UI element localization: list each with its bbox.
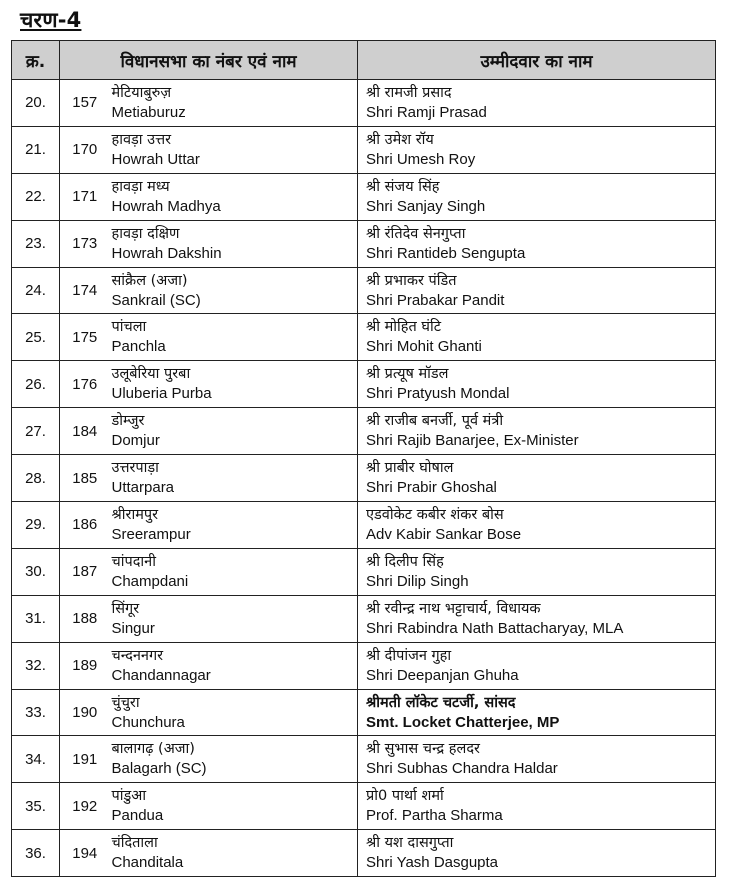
constituency-name <box>110 126 358 173</box>
candidate-name-english: Adv Kabir Sankar Bose <box>366 525 522 543</box>
table-header-row <box>12 41 716 80</box>
candidate-name <box>358 267 716 314</box>
candidate-name <box>358 548 716 595</box>
constituency-name-hindi: सांक्रैल (अजा) <box>111 272 188 289</box>
table-row <box>12 642 716 689</box>
candidate-name-hindi: श्री दीपांजन गुहा <box>366 647 452 664</box>
row-serial: 26. <box>12 361 60 408</box>
constituency-number: 188 <box>60 595 110 642</box>
constituency-name <box>110 642 358 689</box>
constituency-name <box>110 689 358 736</box>
constituency-name-hindi: सिंगूर <box>111 600 140 617</box>
constituency-name-hindi: हावड़ा उत्तर <box>111 131 172 148</box>
constituency-number: 187 <box>60 548 110 595</box>
row-serial: 30. <box>12 548 60 595</box>
candidate-name <box>358 689 716 736</box>
candidate-name-english: Shri Rabindra Nath Battacharyay, MLA <box>366 619 624 637</box>
constituency-name-hindi: श्रीरामपुर <box>111 506 159 523</box>
candidate-name <box>358 502 716 549</box>
candidate-list-table <box>11 40 716 877</box>
table-row <box>12 173 716 220</box>
constituency-name <box>110 220 358 267</box>
constituency-name-hindi: पांचला <box>111 319 147 336</box>
constituency-name-english: Uluberia Purba <box>111 385 212 403</box>
constituency-name-hindi: मेटियाबुरुज़ <box>111 84 172 101</box>
table-row <box>12 548 716 595</box>
constituency-name-hindi: बालागढ़ (अजा) <box>111 741 195 758</box>
table-row <box>12 126 716 173</box>
constituency-name <box>110 736 358 783</box>
constituency-name <box>110 548 358 595</box>
constituency-name-hindi: चन्दननगर <box>111 647 164 664</box>
constituency-number: 176 <box>60 361 110 408</box>
constituency-name <box>110 408 358 455</box>
constituency-name-english: Howrah Dakshin <box>111 244 222 262</box>
table-row <box>12 314 716 361</box>
candidate-name <box>358 126 716 173</box>
candidate-name-hindi: श्री रवीन्द्र नाथ भट्टाचार्य, विधायक <box>366 600 541 617</box>
constituency-number: 175 <box>60 314 110 361</box>
candidate-name-hindi: श्री रामजी प्रसाद <box>366 84 452 101</box>
row-serial: 35. <box>12 783 60 830</box>
constituency-name <box>110 830 358 877</box>
table-row <box>12 783 716 830</box>
constituency-name-hindi: हावड़ा मध्य <box>111 178 170 195</box>
table-row <box>12 455 716 502</box>
constituency-name <box>110 783 358 830</box>
candidate-name-english: Shri Deepanjan Ghuha <box>366 666 519 684</box>
row-serial: 33. <box>12 689 60 736</box>
candidate-name <box>358 830 716 877</box>
candidate-name <box>358 361 716 408</box>
candidate-name-hindi: एडवोकेट कबीर शंकर बोस <box>366 506 504 523</box>
candidate-name-hindi: श्री सुभास चन्द्र हलदर <box>366 741 480 758</box>
constituency-name-english: Balagarh (SC) <box>111 760 207 778</box>
table-row <box>12 830 716 877</box>
row-serial: 31. <box>12 595 60 642</box>
constituency-name <box>110 267 358 314</box>
constituency-name-english: Chandannagar <box>111 666 211 684</box>
candidate-name-hindi: श्री प्रभाकर पंडित <box>366 272 457 289</box>
constituency-name-english: Uttarpara <box>111 479 175 497</box>
candidate-name <box>358 173 716 220</box>
constituency-name <box>110 314 358 361</box>
constituency-name-english: Singur <box>111 619 155 637</box>
row-serial: 29. <box>12 502 60 549</box>
row-serial: 22. <box>12 173 60 220</box>
constituency-name-hindi: उत्तरपाड़ा <box>111 460 159 477</box>
constituency-name-english: Chunchura <box>111 713 185 731</box>
candidate-name <box>358 455 716 502</box>
constituency-name-english: Sreerampur <box>111 525 191 543</box>
candidate-name-hindi: श्री रंतिदेव सेनगुप्ता <box>366 225 466 242</box>
constituency-name <box>110 595 358 642</box>
constituency-number: 174 <box>60 267 110 314</box>
candidate-name-hindi: श्री प्रत्यूष मॉडल <box>366 366 449 383</box>
candidate-name-english: Shri Subhas Chandra Haldar <box>366 760 558 778</box>
row-serial: 32. <box>12 642 60 689</box>
constituency-name-hindi: चुंचुरा <box>111 694 140 711</box>
candidate-name-hindi: श्रीमती लॉकेट चटर्जी, सांसद <box>366 694 516 711</box>
table-row <box>12 361 716 408</box>
candidate-name-english: Shri Yash Dasgupta <box>366 854 499 872</box>
constituency-number: 190 <box>60 689 110 736</box>
constituency-number: 191 <box>60 736 110 783</box>
candidate-name-hindi: प्रो0 पार्था शर्मा <box>366 788 444 805</box>
constituency-number: 173 <box>60 220 110 267</box>
constituency-name-english: Metiaburuz <box>111 103 186 121</box>
row-serial: 34. <box>12 736 60 783</box>
constituency-number: 185 <box>60 455 110 502</box>
constituency-name-hindi: हावड़ा दक्षिण <box>111 225 180 242</box>
constituency-name-english: Chanditala <box>111 854 184 872</box>
constituency-name <box>110 361 358 408</box>
candidate-name <box>358 220 716 267</box>
candidate-name-english: Shri Umesh Roy <box>366 150 476 168</box>
candidate-name-english: Shri Rajib Banarjee, Ex-Minister <box>366 432 579 450</box>
constituency-name <box>110 173 358 220</box>
phase-title: चरण-4 <box>20 8 82 32</box>
table-row <box>12 408 716 455</box>
constituency-number: 189 <box>60 642 110 689</box>
candidate-name <box>358 314 716 361</box>
candidate-name-hindi: श्री संजय सिंह <box>366 178 440 195</box>
candidate-name <box>358 595 716 642</box>
candidate-name-english: Shri Prabir Ghoshal <box>366 479 497 497</box>
row-serial: 25. <box>12 314 60 361</box>
constituency-number: 186 <box>60 502 110 549</box>
candidate-name <box>358 80 716 127</box>
constituency-name <box>110 502 358 549</box>
row-serial: 20. <box>12 80 60 127</box>
row-serial: 21. <box>12 126 60 173</box>
candidate-name <box>358 408 716 455</box>
candidate-name-english: Shri Mohit Ghanti <box>366 338 482 356</box>
table-row <box>12 736 716 783</box>
constituency-name-english: Howrah Uttar <box>111 150 200 168</box>
candidate-name-english: Shri Rantideb Sengupta <box>366 244 526 262</box>
candidate-name-hindi: श्री मोहित घंटि <box>366 319 442 336</box>
constituency-name-english: Sankrail (SC) <box>111 291 201 309</box>
candidate-name-hindi: श्री राजीब बनर्जी, पूर्व मंत्री <box>366 413 504 430</box>
candidate-name-english: Shri Prabakar Pandit <box>366 291 505 309</box>
candidate-name <box>358 642 716 689</box>
candidate-name-english: Shri Ramji Prasad <box>366 103 487 121</box>
candidate-name-hindi: श्री दिलीप सिंह <box>366 553 444 570</box>
constituency-number: 171 <box>60 173 110 220</box>
header-candidate: उम्मीदवार का नाम <box>358 41 716 80</box>
constituency-name-english: Howrah Madhya <box>111 197 221 215</box>
candidate-name-hindi: श्री प्राबीर घोषाल <box>366 460 454 477</box>
header-constituency: विधानसभा का नंबर एवं नाम <box>60 41 358 80</box>
row-serial: 24. <box>12 267 60 314</box>
table-row <box>12 595 716 642</box>
candidate-name-english: Shri Pratyush Mondal <box>366 385 510 403</box>
constituency-name <box>110 80 358 127</box>
header-serial: क्र. <box>12 41 60 80</box>
constituency-name-hindi: चांपदानी <box>111 553 156 570</box>
row-serial: 36. <box>12 830 60 877</box>
constituency-name-hindi: पांडुआ <box>111 788 147 805</box>
row-serial: 27. <box>12 408 60 455</box>
constituency-number: 194 <box>60 830 110 877</box>
table-body <box>12 80 716 877</box>
constituency-name-english: Pandua <box>111 807 164 825</box>
constituency-name-english: Champdani <box>111 572 189 590</box>
constituency-name-hindi: चंदिताला <box>111 835 158 852</box>
constituency-number: 170 <box>60 126 110 173</box>
constituency-name-hindi: उलूबेरिया पुरबा <box>111 366 191 383</box>
row-serial: 23. <box>12 220 60 267</box>
candidate-name <box>358 736 716 783</box>
constituency-number: 157 <box>60 80 110 127</box>
table-row <box>12 267 716 314</box>
table-row <box>12 502 716 549</box>
candidate-name-english: Shri Dilip Singh <box>366 572 469 590</box>
candidate-name-hindi: श्री यश दासगुप्ता <box>366 835 454 852</box>
table-row <box>12 220 716 267</box>
row-serial: 28. <box>12 455 60 502</box>
constituency-name-english: Panchla <box>111 338 166 356</box>
candidate-name-hindi: श्री उमेश रॉय <box>366 131 434 148</box>
table-row <box>12 689 716 736</box>
constituency-number: 184 <box>60 408 110 455</box>
candidate-name <box>358 783 716 830</box>
constituency-name <box>110 455 358 502</box>
table-row <box>12 80 716 127</box>
constituency-name-hindi: डोम्जुर <box>111 413 145 430</box>
candidate-name-english: Prof. Partha Sharma <box>366 807 503 825</box>
candidate-name-english: Smt. Locket Chatterjee, MP <box>366 713 560 731</box>
candidate-name-english: Shri Sanjay Singh <box>366 197 486 215</box>
constituency-name-english: Domjur <box>111 432 160 450</box>
constituency-number: 192 <box>60 783 110 830</box>
